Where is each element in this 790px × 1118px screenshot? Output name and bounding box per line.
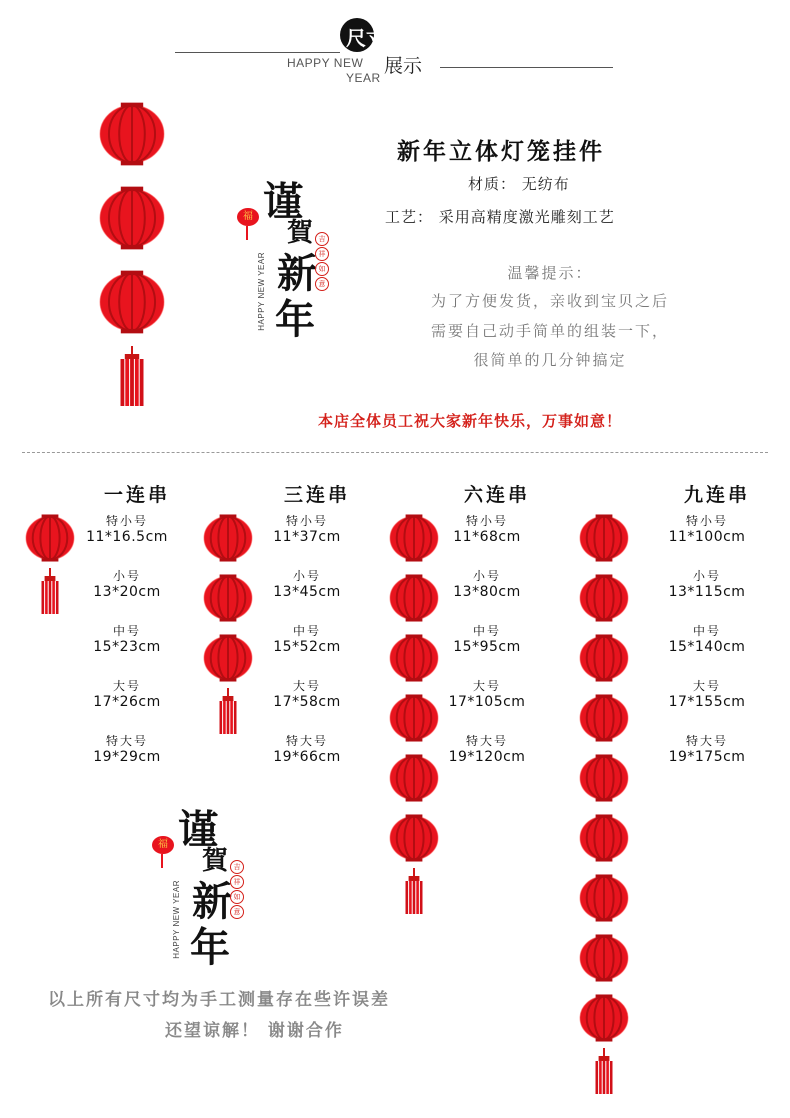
- size-label: 小号: [112, 569, 141, 583]
- size-label: 中号: [472, 624, 501, 638]
- size-value: 17*155cm: [668, 694, 746, 710]
- header-line-left: [175, 52, 340, 53]
- size-label: 小号: [292, 569, 321, 583]
- calligraphy-english: HAPPY NEW YEAR: [172, 880, 181, 959]
- size-label: 特大号: [685, 734, 728, 748]
- product-title: 新年立体灯笼挂件: [397, 139, 605, 165]
- size-label: 小号: [472, 569, 501, 583]
- lantern-icon: [204, 574, 252, 621]
- fu-lantern-tassel: [246, 226, 248, 240]
- size-value: 11*68cm: [453, 529, 521, 545]
- size-value: 19*66cm: [273, 749, 341, 765]
- lantern-string-6: [386, 508, 442, 918]
- calligraphy-bottom: [150, 798, 250, 978]
- calligraphy-char: 谨: [263, 178, 303, 225]
- lantern-icon: [390, 634, 438, 681]
- lantern-icon: [580, 694, 628, 741]
- footer-line1: 以上所有尺寸均为手工测量存在些许误差: [48, 990, 390, 1010]
- lantern-icon: [580, 574, 628, 621]
- size-value: 17*26cm: [93, 694, 161, 710]
- size-value: 17*105cm: [448, 694, 526, 710]
- lantern-icon: [580, 994, 628, 1041]
- lantern-icon: [390, 814, 438, 861]
- lantern-icon: [580, 934, 628, 981]
- calligraphy-top: [235, 170, 335, 350]
- calligraphy-char: 谨: [178, 806, 218, 853]
- fu-lantern-icon: 福: [237, 208, 259, 226]
- lantern-string-3: [200, 508, 256, 738]
- lantern-icon: [580, 514, 628, 561]
- size-value: 17*58cm: [273, 694, 341, 710]
- lantern-icon: [580, 874, 628, 921]
- lantern-icon: [204, 634, 252, 681]
- tassel-icon: [121, 346, 144, 406]
- dashed-divider: [22, 452, 768, 453]
- lantern-icon: [26, 514, 74, 561]
- tassel-icon: [406, 868, 423, 914]
- seal-mark: 意: [315, 277, 329, 291]
- size-value: 15*140cm: [668, 639, 746, 655]
- seal-mark: 吉: [315, 232, 329, 246]
- header-display-text: 展示: [384, 55, 423, 77]
- top-lantern-string: [92, 92, 172, 410]
- size-value: 15*52cm: [273, 639, 341, 655]
- lantern-icon: [390, 694, 438, 741]
- size-label: 中号: [292, 624, 321, 638]
- size-label: 中号: [692, 624, 721, 638]
- size-label: 大号: [112, 679, 141, 693]
- lantern-icon: [100, 187, 164, 250]
- calligraphy-char: 賀: [287, 218, 314, 248]
- seal-mark: 祥: [230, 875, 244, 889]
- header-year: YEAR: [346, 71, 381, 85]
- lantern-icon: [100, 103, 164, 166]
- lantern-icon: [390, 574, 438, 621]
- column-title: 六连串: [463, 484, 530, 506]
- size-label: 大号: [692, 679, 721, 693]
- size-label: 特小号: [685, 514, 728, 528]
- tips-line1: 为了方便发货，亲收到宝贝之后: [430, 292, 669, 310]
- fu-lantern-icon: 福: [152, 836, 174, 854]
- tassel-icon: [596, 1048, 613, 1094]
- footer-line2: 还望谅解！ 谢谢合作: [165, 1021, 344, 1041]
- lantern-string-1: [22, 508, 78, 618]
- seal-mark: 祥: [315, 247, 329, 261]
- lantern-icon: [580, 754, 628, 801]
- size-label: 大号: [292, 679, 321, 693]
- size-value: 11*16.5cm: [86, 529, 168, 545]
- calligraphy-char: 新: [277, 250, 317, 297]
- tassel-icon: [220, 688, 237, 734]
- lantern-string-9: [576, 508, 632, 1098]
- greeting-text: 本店全体员工祝大家新年快乐，万事如意！: [318, 412, 623, 430]
- tassel-icon: [42, 568, 59, 614]
- column-title: 一连串: [103, 484, 170, 506]
- calligraphy-char: 賀: [202, 846, 229, 876]
- calligraphy-char: 年: [190, 924, 230, 971]
- header-happy-new: HAPPY NEW: [287, 56, 364, 70]
- size-label: 特大号: [285, 734, 328, 748]
- lantern-icon: [580, 814, 628, 861]
- header-line-right: [440, 67, 613, 68]
- calligraphy-char: 年: [275, 296, 315, 343]
- size-label: 大号: [472, 679, 501, 693]
- size-label: 小号: [692, 569, 721, 583]
- header-size-text: 尺寸: [346, 26, 386, 50]
- size-value: 15*95cm: [453, 639, 521, 655]
- product-craft: 工艺： 采用高精度激光雕刻工艺: [385, 208, 615, 226]
- seal-mark: 如: [315, 262, 329, 276]
- size-label: 特小号: [465, 514, 508, 528]
- lantern-icon: [390, 514, 438, 561]
- column-title: 九连串: [683, 484, 750, 506]
- size-label: 特大号: [465, 734, 508, 748]
- lantern-icon: [580, 634, 628, 681]
- size-value: 13*115cm: [668, 584, 746, 600]
- tips-line2: 需要自己动手简单的组装一下，: [430, 322, 669, 340]
- tips-heading: 温馨提示：: [507, 264, 593, 282]
- size-value: 19*29cm: [93, 749, 161, 765]
- size-label: 中号: [112, 624, 141, 638]
- size-label: 特大号: [105, 734, 148, 748]
- calligraphy-english: HAPPY NEW YEAR: [257, 252, 266, 331]
- size-value: 15*23cm: [93, 639, 161, 655]
- size-value: 19*175cm: [668, 749, 746, 765]
- lantern-icon: [204, 514, 252, 561]
- size-value: 13*45cm: [273, 584, 341, 600]
- size-value: 19*120cm: [448, 749, 526, 765]
- lantern-icon: [100, 271, 164, 334]
- calligraphy-char: 新: [192, 878, 232, 925]
- size-value: 11*100cm: [668, 529, 746, 545]
- size-value: 13*80cm: [453, 584, 521, 600]
- size-value: 13*20cm: [93, 584, 161, 600]
- tips-line3: 很简单的几分钟搞定: [473, 351, 627, 369]
- fu-lantern-tassel: [161, 854, 163, 868]
- seal-mark: 如: [230, 890, 244, 904]
- seal-mark: 意: [230, 905, 244, 919]
- size-label: 特小号: [105, 514, 148, 528]
- product-material: 材质： 无纺布: [468, 175, 570, 193]
- seal-mark: 吉: [230, 860, 244, 874]
- column-title: 三连串: [283, 484, 350, 506]
- lantern-icon: [390, 754, 438, 801]
- size-value: 11*37cm: [273, 529, 341, 545]
- size-label: 特小号: [285, 514, 328, 528]
